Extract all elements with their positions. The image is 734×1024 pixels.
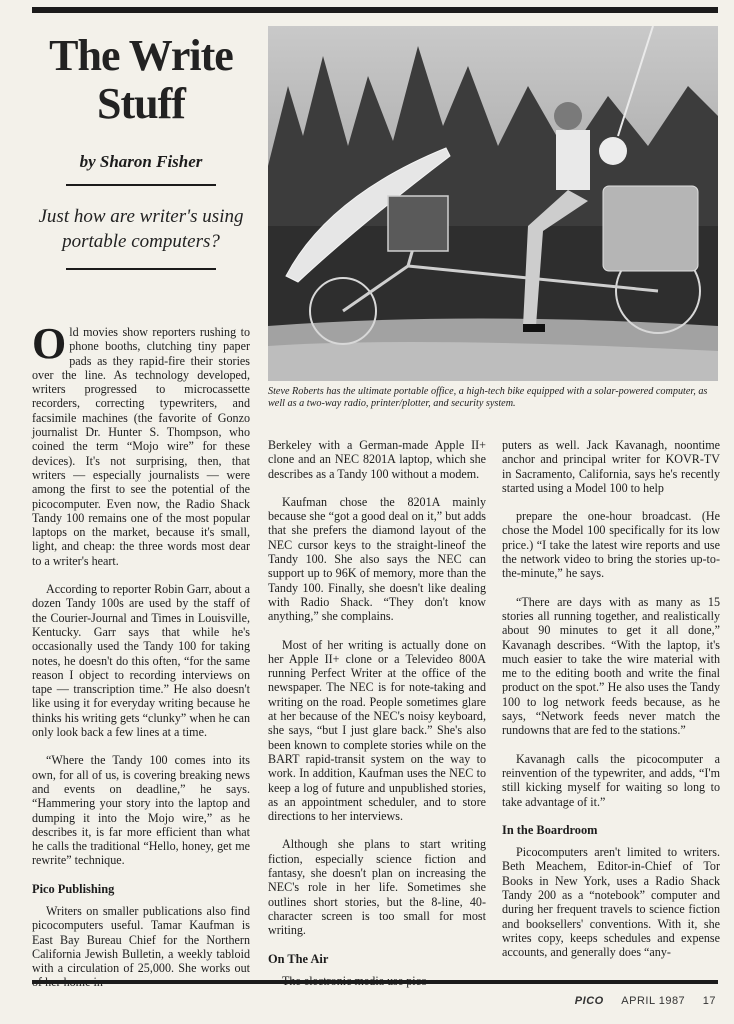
issue-date: APRIL 1987: [621, 995, 686, 1007]
divider: [66, 268, 216, 270]
paragraph-text: ld movies show reporters rushing to phone booths, clutching tiny paper pads as they rapid-fire their stories over the line. As technology developed, writers progressed to microcassette recorders, correcting typewriters, and facsimile machines (the favorite of Gonzo journalist Dr. Hunter S. Thompson, who coined the term “Mojo wire” for these devices). It's not surprising, then, that writers — especially journalists — were among the first to see the potential of the picocomputer. Even now, the Radio Shack Tandy 100 remains one of the most popular laptops on the market, because it's small, light, and cheap: the three words most dear to a writer's heart.: [32, 325, 250, 568]
page-footer: [561, 995, 716, 1007]
dek: Just how are writer's using portable computers?: [38, 206, 244, 252]
drop-cap: O: [32, 319, 67, 368]
paragraph: Kaufman chose the 8201A mainly because she “got a good deal on it,” but adds that she prefers the diamond layout of the NEC cursor keys to the straight-lineof the Tandy 100. She also says the NEC can support up to 96K of memory, more than the Tandy 100. Finally, she doesn't like dealing with Radio Shack. “They don't know anything,” she complains.: [268, 494, 486, 624]
column-3: [502, 438, 720, 974]
bottom-rule: [32, 980, 718, 984]
paragraph: “Where the Tandy 100 comes into its own, for all of us, is covering breaking news and events on deadline,” he says. “Hammering your story into the laptop and dumping it into the Mojo wire,” as he describes it, is far more efficient than what he calls the traditional “Hello, honey, get me rewrite” technique.: [32, 753, 250, 868]
paragraph: According to reporter Robin Garr, about a dozen Tandy 100s are used by the staff of the Courier-Journal and Times in Louisville, Kentucky. Garr says that while he's occasionally used the Tandy 100 for taking notes, he doesn't do this often, “for the same reason I object to recording interviews on tape — transcription time.” He also doesn't like using it for everyday writing because he thinks his writing gets “clunky” when he can only look back a few lines at a time.: [32, 582, 250, 740]
paragraph: Picocomputers aren't limited to writers. Beth Meachem, Editor-in-Chief of Tor Books in New York, uses a Radio Shack Tandy 200 as a “notebook” computer and during her frequent travels to science fiction and booksellers' conventions. With it, she writes copy, keeps schedules and expense accounts, and generally does “any-: [502, 845, 720, 960]
title-line-1: The Write: [49, 31, 233, 80]
magazine-name: PICO: [574, 995, 604, 1007]
paragraph: [32, 319, 250, 568]
bike-photo: [268, 26, 718, 381]
article-title: [32, 32, 250, 128]
title-block: [32, 26, 250, 270]
title-line-2: Stuff: [97, 79, 185, 128]
paragraph: Most of her writing is actually done on her Apple II+ clone or a Televideo 800A running Perfect Writer at the office of the newspaper. The NEC is for note-taking and writing on the road. People sometimes glare at her because of the NEC's noisy keyboard, she says, “but I just glare back.” She's also been known to complete stories while on the BART rapid-transit system on the way to work. In addition, Kaufman uses the NEC to keep a log of future and unpublished stories, as an appointment scheduler, and to store directions to her interviews.: [268, 637, 486, 824]
paragraph: “There are days with as many as 15 stories all running together, and realistically about 90 minutes to get it all done,” Kavanagh describes. “With the laptop, it's much easier to take the wire material with me to the editing booth and write the final product on the spot.” He also uses the Tandy 100 to log network feeds because, as he says, “Network feeds never match the rundowns that are fed to the stations.”: [502, 594, 720, 738]
paragraph: prepare the one-hour broadcast. (He chose the Model 100 specifically for its low price.) “I take the latest wire reports and use the network video to bring the stories up-to-the-minute,” he says.: [502, 509, 720, 581]
column-2: [268, 438, 486, 1002]
page-number: 17: [702, 995, 716, 1007]
top-rule: [32, 7, 718, 13]
section-heading: On The Air: [268, 951, 329, 966]
paragraph: Kavanagh calls the picocomputer a reinvention of the typewriter, and adds, “I'm still kicking myself for waiting so long to take advantage of it.”: [502, 751, 720, 809]
paragraph: puters as well. Jack Kavanagh, noontime anchor and principal writer for KOVR-TV in Sacramento, California, says he's recently started using a Model 100 to help: [502, 438, 720, 495]
paragraph: Although she plans to start writing fiction, especially science fiction and fantasy, she doesn't plan on increasing the NEC's role in her life. Sometimes she outlines short stories, but the 8-line, 40-character screen is too small for most writing.: [268, 837, 486, 938]
byline: by Sharon Fisher: [79, 152, 203, 171]
photo-illustration: [268, 26, 718, 381]
paragraph: Berkeley with a German-made Apple II+ clone and an NEC 8201A laptop, which she describes as a Tandy 100 without a modem.: [268, 438, 486, 481]
section-heading: Pico Publishing: [32, 881, 115, 896]
section-heading: In the Boardroom: [502, 822, 598, 837]
divider: [66, 184, 216, 186]
photo-caption: Steve Roberts has the ultimate portable office, a high-tech bike equipped with a solar-powered computer, as well as a two-way radio, printer/plotter, and security system.: [268, 386, 708, 409]
paragraph: Writers on smaller publications also find picocomputers useful. Tamar Kaufman is East Bay Bureau Chief for the Northern California Jewish Bulletin, a weekly tabloid with a circulation of 25,000. She works out: [32, 903, 250, 976]
column-1: [32, 319, 250, 1004]
